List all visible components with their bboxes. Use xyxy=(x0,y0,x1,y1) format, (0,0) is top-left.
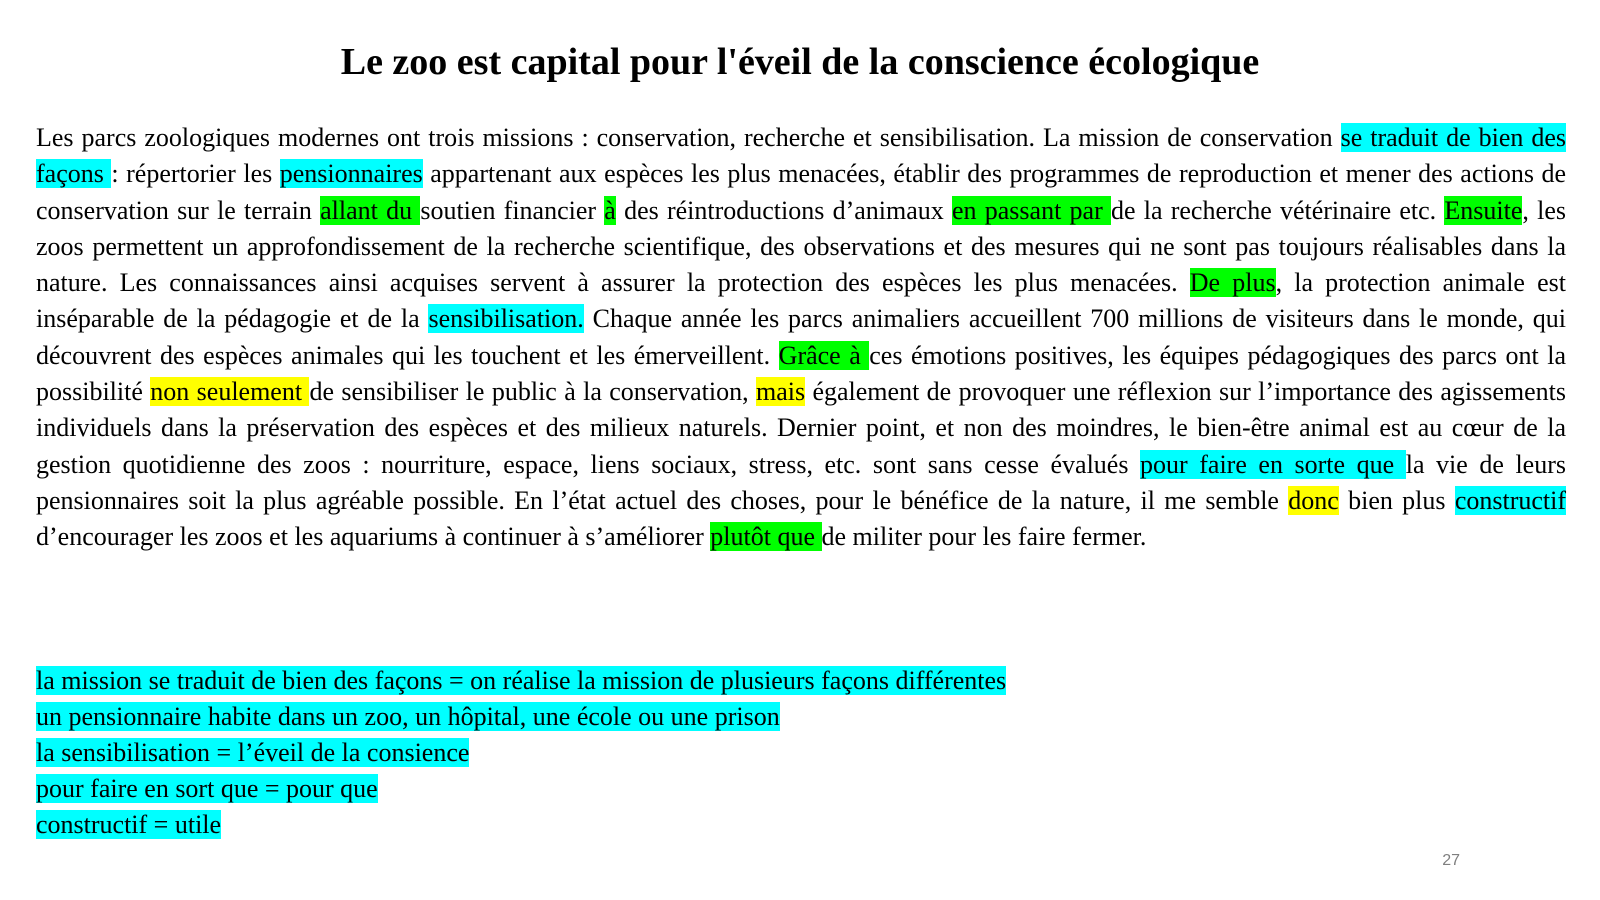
slide-title: Le zoo est capital pour l'éveil de la conscience écologique xyxy=(340,41,1260,83)
vocabulary-note xyxy=(36,807,1006,843)
highlighted-phrase: non seulement xyxy=(150,377,310,407)
vocabulary-note-text: la mission se traduit de bien des façons = on réalise la mission de plusieurs façons différentes xyxy=(36,666,1007,695)
paragraph-text: Les parcs zoologiques modernes ont trois missions : conservation, recherche et sensibilisation. La mission de conservation xyxy=(36,123,1341,152)
vocabulary-notes xyxy=(36,663,1006,843)
highlighted-phrase: donc xyxy=(1288,485,1339,515)
paragraph-text: d’encourager les zoos et les aquariums à continuer à s’améliorer xyxy=(36,522,711,552)
vocabulary-note-text: pour faire en sort que = pour que xyxy=(36,774,378,803)
paragraph-text: appartenant aux espèces les plus menacées, établir des programmes de reproduction et mener des actions de conservation sur le terrain xyxy=(36,159,1567,225)
paragraph-text: , la protection animale est inséparable de la pédagogie et de la xyxy=(36,268,1566,334)
highlighted-phrase: mais xyxy=(755,377,806,407)
paragraph-text: de militer pour les faire fermer. xyxy=(821,522,1147,552)
vocabulary-note-text: constructif = utile xyxy=(36,810,222,839)
paragraph-text: la vie de leurs pensionnaires soit la plus agréable possible. En l’état actuel des choses, pour le bénéfice de la nature, il me semble xyxy=(36,449,1566,515)
highlighted-phrase: allant du xyxy=(320,195,421,225)
vocabulary-note-text: la sensibilisation = l’éveil de la consience xyxy=(36,738,470,767)
highlighted-phrase: pensionnaires xyxy=(279,159,423,189)
highlighted-phrase: en passant par xyxy=(952,195,1111,225)
highlighted-phrase: se traduit de bien des façons xyxy=(36,123,1566,189)
paragraph-text: Chaque année les parcs animaliers accueillent 700 millions de visiteurs dans le monde, qui découvrent des espèces animales qui les touchent et les émerveillent. xyxy=(36,304,1566,370)
main-paragraph xyxy=(36,120,1566,556)
highlighted-phrase: Ensuite xyxy=(1444,195,1523,225)
highlighted-phrase: plutôt que xyxy=(710,522,822,552)
vocabulary-note xyxy=(36,735,1006,771)
highlighted-phrase: De plus xyxy=(1189,268,1276,298)
paragraph-text: : répertorier les xyxy=(111,159,280,189)
highlighted-phrase: à xyxy=(604,195,616,225)
paragraph-text: des réintroductions d’animaux xyxy=(615,195,952,225)
highlighted-phrase: pour faire en sorte que xyxy=(1140,449,1406,479)
paragraph-text: , les zoos permettent un approfondissement de la recherche scientifique, des observations et des mesures qui ne sont pas toujours réalisables dans la nature. Les connaissances ainsi acquises servent à assurer la protection des espèces les plus menacées. xyxy=(36,195,1566,298)
vocabulary-note xyxy=(36,663,1006,699)
paragraph-text: également de provoquer une réflexion sur l’importance des agissements individuels dans la préservation des espèces et des milieux naturels. Dernier point, et non des moindres, le bien-être animal est au cœur de la gestion quotidienne des zoos : nourriture, espace, liens sociaux, stress, etc. sont sans cesse évalués xyxy=(36,377,1566,479)
page-number: 27 xyxy=(1442,852,1460,869)
highlighted-phrase: sensibilisation. xyxy=(428,304,584,334)
vocabulary-note xyxy=(36,699,1006,735)
highlighted-phrase: constructif xyxy=(1454,485,1566,515)
paragraph-text: de sensibiliser le public à la conservation, xyxy=(309,377,756,407)
paragraph-text: ces émotions positives, les équipes pédagogiques des parcs ont la possibilité xyxy=(36,340,1566,407)
vocabulary-note-text: un pensionnaire habite dans un zoo, un hôpital, une école ou une prison xyxy=(36,702,780,731)
paragraph-text: de la recherche vétérinaire etc. xyxy=(1110,195,1445,225)
paragraph-text: soutien financier xyxy=(420,195,605,225)
paragraph-text: bien plus xyxy=(1338,485,1455,515)
highlighted-phrase: Grâce à xyxy=(778,340,870,370)
vocabulary-note xyxy=(36,771,1006,807)
